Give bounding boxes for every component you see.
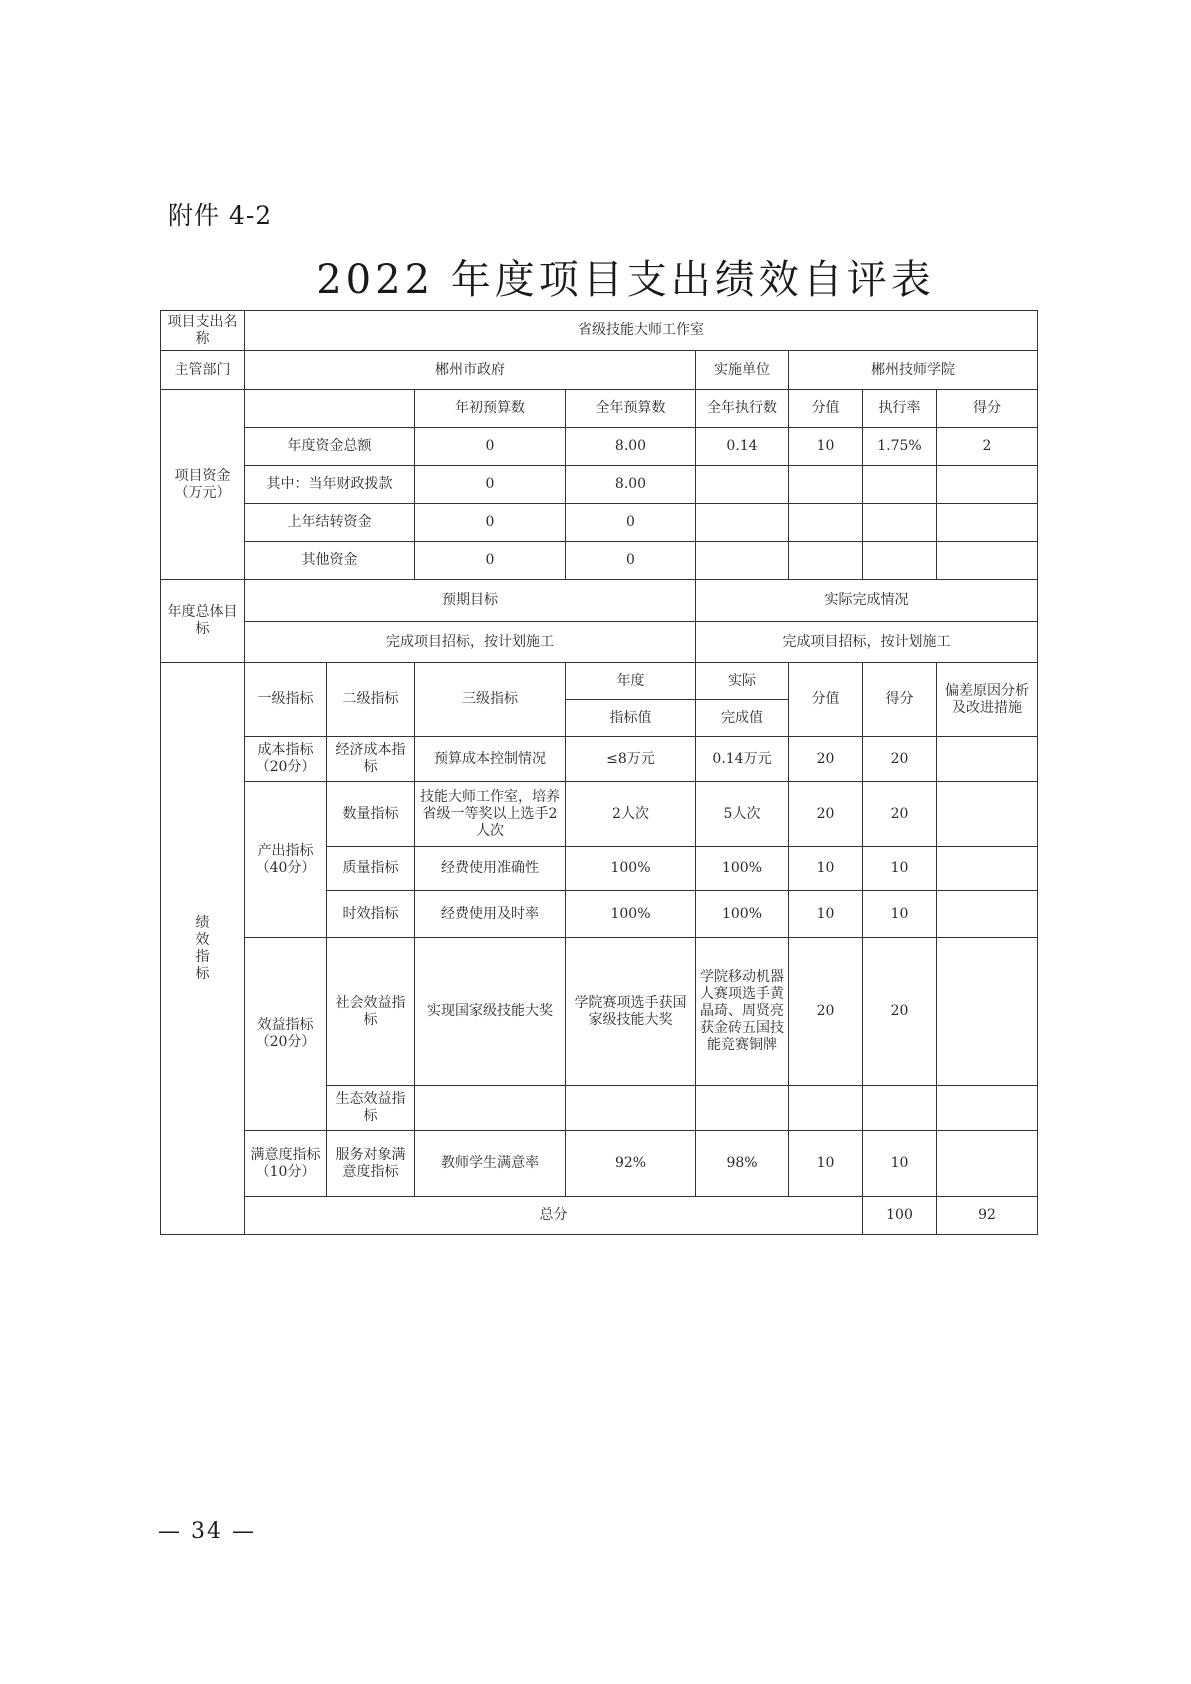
total-value: 100 (863, 1197, 937, 1235)
funds-cell (863, 466, 937, 504)
funds-cell: 0.14 (696, 428, 789, 466)
funds-header: 全年预算数 (566, 390, 696, 428)
expected-goal-header: 预期目标 (245, 580, 696, 622)
funds-row-name: 其他资金 (245, 542, 415, 580)
target-value-header: 指标值 (566, 700, 696, 737)
funds-row (161, 542, 1038, 580)
benefit-score (863, 1086, 937, 1131)
funds-header: 分值 (789, 390, 863, 428)
benefit-level2: 生态效益指标 (327, 1086, 415, 1131)
cost-target: ≤8万元 (566, 737, 696, 782)
output-level3: 技能大师工作室，培养省级一等奖以上选手2人次 (415, 782, 566, 847)
level2-header: 二级指标 (327, 663, 415, 737)
output-value: 10 (789, 891, 863, 938)
indicator-header-row (161, 663, 1038, 700)
output-target: 2人次 (566, 782, 696, 847)
funds-cell: 1.75% (863, 428, 937, 466)
project-row (161, 311, 1038, 351)
output-value: 20 (789, 782, 863, 847)
benefit-level1: 效益指标（20分） (245, 938, 327, 1131)
cost-level3: 预算成本控制情况 (415, 737, 566, 782)
funds-cell: 0 (566, 542, 696, 580)
cost-level1: 成本指标（20分） (245, 737, 327, 782)
deviation-header: 偏差原因分析及改进措施 (937, 663, 1038, 737)
output-deviation (937, 891, 1038, 938)
funds-cell (937, 504, 1038, 542)
output-target: 100% (566, 891, 696, 938)
impl-unit-value: 郴州技师学院 (789, 351, 1038, 390)
cost-row (161, 737, 1038, 782)
output-actual: 100% (696, 891, 789, 938)
cost-score: 20 (863, 737, 937, 782)
output-score: 10 (863, 891, 937, 938)
funds-cell: 0 (566, 504, 696, 542)
cost-value: 20 (789, 737, 863, 782)
total-score: 92 (937, 1197, 1038, 1235)
cost-level2: 经济成本指标 (327, 737, 415, 782)
funds-row (161, 504, 1038, 542)
output-level1: 产出指标（40分） (245, 782, 327, 938)
funds-cell: 0 (415, 428, 566, 466)
benefit-value (789, 1086, 863, 1131)
funds-cell: 0 (415, 504, 566, 542)
benefit-level3 (415, 1086, 566, 1131)
funds-cell (696, 542, 789, 580)
output-value: 10 (789, 847, 863, 891)
output-level2: 数量指标 (327, 782, 415, 847)
cost-actual: 0.14万元 (696, 737, 789, 782)
funds-cell: 2 (937, 428, 1038, 466)
funds-cell: 8.00 (566, 466, 696, 504)
satisfaction-target: 92% (566, 1131, 696, 1197)
department-row (161, 351, 1038, 390)
satisfaction-deviation (937, 1131, 1038, 1197)
benefit-deviation (937, 938, 1038, 1086)
output-level2: 时效指标 (327, 891, 415, 938)
funds-row-name: 上年结转资金 (245, 504, 415, 542)
project-label: 项目支出名称 (161, 311, 245, 351)
score-value-header: 分值 (789, 663, 863, 737)
evaluation-table (160, 310, 1038, 1235)
output-deviation (937, 847, 1038, 891)
satisfaction-actual: 98% (696, 1131, 789, 1197)
output-level3: 经费使用及时率 (415, 891, 566, 938)
overall-label: 年度总体目标 (161, 580, 245, 663)
output-row (161, 782, 1038, 847)
impl-unit-label: 实施单位 (696, 351, 789, 390)
department-label: 主管部门 (161, 351, 245, 390)
funds-row-name: 其中：当年财政拨款 (245, 466, 415, 504)
funds-label: 项目资金（万元） (161, 390, 245, 580)
output-target: 100% (566, 847, 696, 891)
output-score: 20 (863, 782, 937, 847)
total-label: 总分 (245, 1197, 863, 1235)
benefit-value: 20 (789, 938, 863, 1086)
output-score: 10 (863, 847, 937, 891)
level3-header: 三级指标 (415, 663, 566, 737)
attachment-label: 附件 4-2 (168, 201, 273, 230)
benefit-score: 20 (863, 938, 937, 1086)
satisfaction-row (161, 1131, 1038, 1197)
output-level2: 质量指标 (327, 847, 415, 891)
satisfaction-value: 10 (789, 1131, 863, 1197)
benefit-target (566, 1086, 696, 1131)
funds-cell: 0 (415, 466, 566, 504)
output-actual: 5人次 (696, 782, 789, 847)
funds-cell: 10 (789, 428, 863, 466)
completed-value-header: 完成值 (696, 700, 789, 737)
satisfaction-level1: 满意度指标（10分） (245, 1131, 327, 1197)
funds-cell (789, 466, 863, 504)
funds-cell (789, 504, 863, 542)
funds-header: 得分 (937, 390, 1038, 428)
actual-completion-header: 实际完成情况 (696, 580, 1038, 622)
funds-header: 全年执行数 (696, 390, 789, 428)
funds-row (161, 428, 1038, 466)
satisfaction-level2: 服务对象满意度指标 (327, 1131, 415, 1197)
benefit-actual (696, 1086, 789, 1131)
annual-header: 年度 (566, 663, 696, 700)
overall-content-row (161, 622, 1038, 663)
score-header: 得分 (863, 663, 937, 737)
benefit-row (161, 938, 1038, 1086)
cost-deviation (937, 737, 1038, 782)
project-value: 省级技能大师工作室 (245, 311, 1038, 351)
funds-cell (937, 542, 1038, 580)
total-row (161, 1197, 1038, 1235)
funds-corner (245, 390, 415, 428)
output-actual: 100% (696, 847, 789, 891)
benefit-deviation (937, 1086, 1038, 1131)
satisfaction-score: 10 (863, 1131, 937, 1197)
benefit-level2: 社会效益指标 (327, 938, 415, 1086)
benefit-level3: 实现国家级技能大奖 (415, 938, 566, 1086)
funds-cell (863, 542, 937, 580)
actual-completion: 完成项目招标，按计划施工 (696, 622, 1038, 663)
output-level3: 经费使用准确性 (415, 847, 566, 891)
funds-cell (789, 542, 863, 580)
funds-cell: 0 (415, 542, 566, 580)
indicators-label-text: 绩效指标 (195, 914, 210, 982)
indicators-label (161, 663, 245, 1235)
actual-header: 实际 (696, 663, 789, 700)
funds-cell: 8.00 (566, 428, 696, 466)
page-number: — 34 — (158, 1519, 256, 1544)
benefit-actual: 学院移动机器人赛项选手黄晶琦、周贤亮获金砖五国技能竞赛铜牌 (696, 938, 789, 1086)
funds-cell (937, 466, 1038, 504)
expected-goal: 完成项目招标，按计划施工 (245, 622, 696, 663)
funds-header: 年初预算数 (415, 390, 566, 428)
department-value: 郴州市政府 (245, 351, 696, 390)
funds-row (161, 466, 1038, 504)
output-deviation (937, 782, 1038, 847)
funds-cell (696, 504, 789, 542)
funds-header: 执行率 (863, 390, 937, 428)
satisfaction-level3: 教师学生满意率 (415, 1131, 566, 1197)
funds-row-name: 年度资金总额 (245, 428, 415, 466)
overall-header-row (161, 580, 1038, 622)
funds-header-row (161, 390, 1038, 428)
benefit-target: 学院赛项选手获国家级技能大奖 (566, 938, 696, 1086)
funds-cell (863, 504, 937, 542)
funds-cell (696, 466, 789, 504)
page-title: 2022 年度项目支出绩效自评表 (316, 257, 935, 303)
level1-header: 一级指标 (245, 663, 327, 737)
